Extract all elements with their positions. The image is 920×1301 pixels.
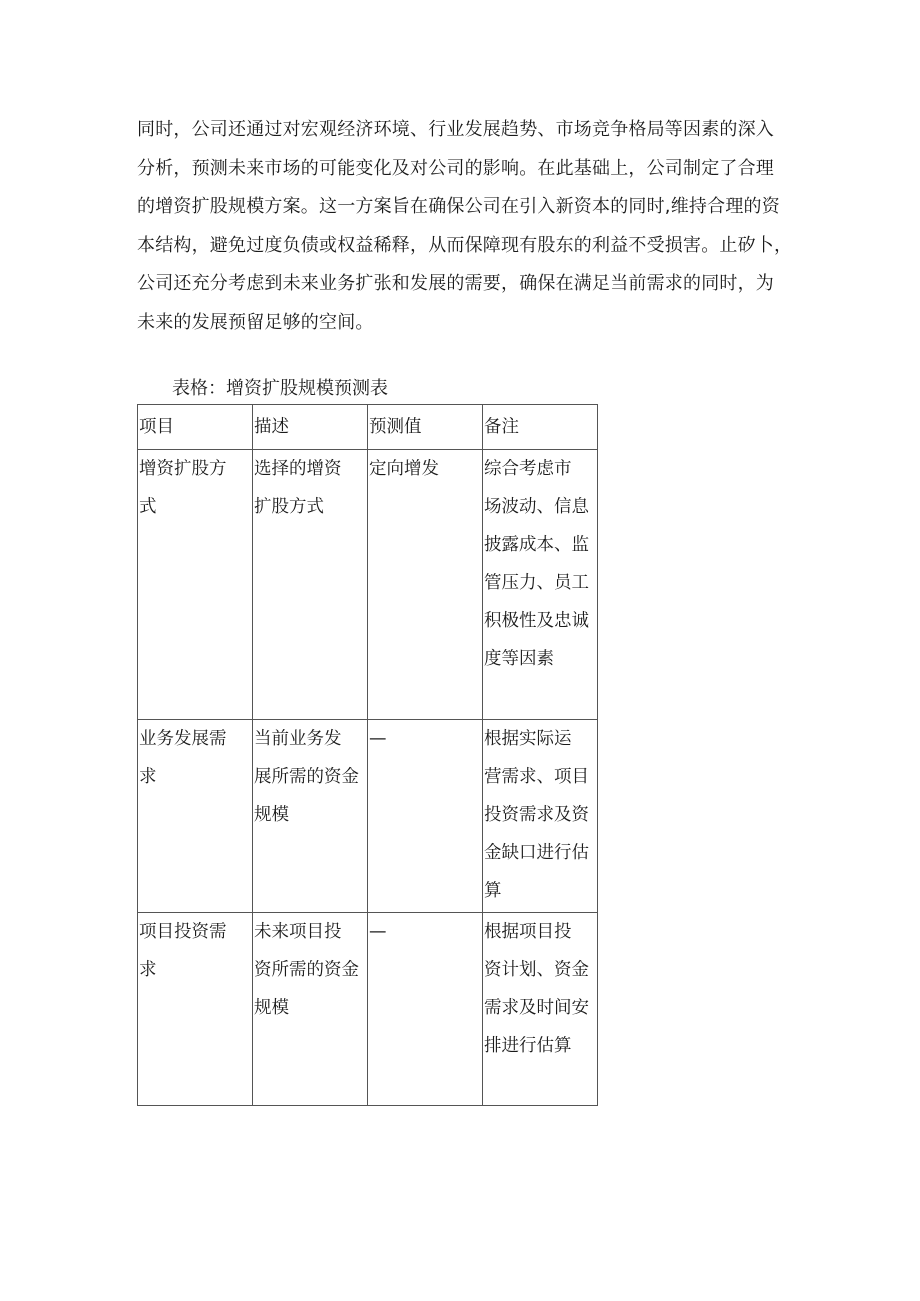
cell-description (253, 913, 368, 1106)
cell-line: 金缺口进行估 (484, 843, 589, 863)
cell-line: 定向增发 (369, 459, 439, 479)
cell-line: 资计划、资金 (484, 960, 589, 980)
cell-line: 披露成本、监 (484, 535, 589, 555)
cell-line: 管压力、员工 (484, 573, 589, 593)
cell-line: 式 (139, 497, 157, 517)
cell-line: 扩股方式 (254, 497, 324, 517)
cell-line: 业务发展需 (139, 729, 227, 749)
table-caption: 表格：增资扩股规模预测表 (172, 378, 388, 399)
cell-line: 规模 (254, 998, 289, 1018)
cell-line: 资所需的资金 (254, 960, 359, 980)
cell-line: 展所需的资金 (254, 767, 359, 787)
cell-line: 当前业务发 (254, 729, 342, 749)
cell-line: 增资扩股方 (139, 459, 227, 479)
cell-line: 营需求、项目 (484, 767, 589, 787)
table-header-row (138, 405, 598, 450)
cell-line: — (369, 922, 387, 942)
paragraph-line: 同时，公司还通过对宏观经济环境、行业发展趋势、市场竞争格局等因素的深入 (137, 119, 774, 140)
header-forecast-value: 预测值 (368, 405, 483, 450)
cell-line: 规模 (254, 805, 289, 825)
forecast-table (137, 404, 598, 1106)
cell-description (253, 720, 368, 913)
paragraph-line: 公司还充分考虑到未来业务扩张和发展的需要，确保在满足当前需求的同时，为 (137, 273, 774, 294)
cell-item (138, 450, 253, 720)
cell-item (138, 720, 253, 913)
header-remarks: 备注 (483, 405, 598, 450)
table-row (138, 913, 598, 1106)
cell-line: 积极性及忠诚 (484, 611, 589, 631)
paragraph-line: 分析，预测未来市场的可能变化及对公司的影响。在此基础上，公司制定了合理 (137, 157, 774, 179)
cell-line: 投资需求及资 (484, 805, 589, 825)
header-description: 描述 (253, 405, 368, 450)
cell-line: 需求及时间安 (484, 998, 589, 1018)
table-row (138, 720, 598, 913)
cell-line: 根据实际运 (484, 729, 572, 749)
cell-forecast-value (368, 450, 483, 720)
paragraph-line: 未来的发展预留足够的空间。 (137, 311, 374, 333)
table-row (138, 450, 598, 720)
paragraph-line: 本结构，避免过度负债或权益稀释，从而保障现有股东的利益不受损害。止矽卜， (137, 234, 793, 256)
cell-forecast-value (368, 720, 483, 913)
cell-remarks (483, 913, 598, 1106)
cell-line: 求 (139, 767, 157, 787)
cell-line: — (369, 729, 387, 749)
cell-line: 根据项目投 (484, 922, 572, 942)
cell-line: 场波动、信息 (484, 497, 589, 517)
paragraph-line: 的增资扩股规模方案。这一方案旨在确保公司在引入新资本的同时,维持合理的资 (137, 196, 780, 217)
cell-line: 综合考虑市 (484, 459, 572, 479)
cell-remarks (483, 450, 598, 720)
cell-forecast-value (368, 913, 483, 1106)
cell-line: 求 (139, 960, 157, 980)
cell-line: 项目投资需 (139, 922, 227, 942)
cell-line: 排进行估算 (484, 1036, 572, 1056)
cell-line: 选择的增资 (254, 459, 342, 479)
cell-description (253, 450, 368, 720)
cell-line: 未来项目投 (254, 922, 342, 942)
cell-item (138, 913, 253, 1106)
cell-line: 度等因素 (484, 649, 554, 669)
cell-remarks (483, 720, 598, 913)
header-item: 项目 (138, 405, 253, 450)
cell-line: 算 (484, 881, 502, 901)
body-paragraph (137, 111, 805, 342)
